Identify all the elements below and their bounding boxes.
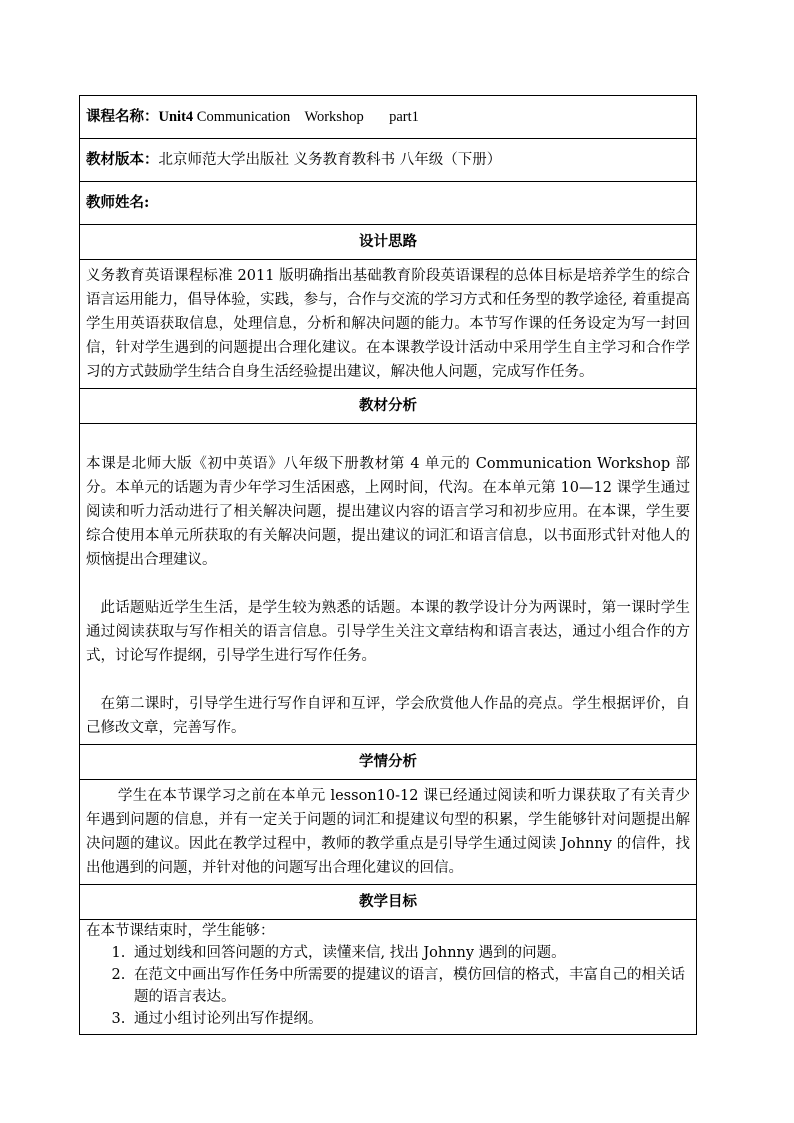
objectives-title-row	[80, 885, 697, 920]
materials-body-cell	[80, 424, 697, 745]
objectives-list	[86, 942, 690, 1030]
edition-cell	[80, 139, 697, 182]
course-name-value: Communication Workshop part1	[193, 109, 419, 125]
objectives-body-cell	[80, 920, 697, 1035]
design-title-row	[80, 225, 697, 260]
students-body-row	[80, 780, 697, 885]
materials-title: 教材分析	[80, 389, 697, 424]
lesson-plan-page	[79, 95, 697, 1035]
spacer	[86, 428, 690, 452]
students-text: 学生在本节课学习之前在本单元 lesson10-12 课已经通过阅读和听力课获取了有关青少年遇到问题的信息，并有一定关于问题的词汇和提建议句型的积累，学生能够针对问题提出解决问题的建议。因此在教学过程中，教师的教学重点是引导学生通过阅读 Johnny 的信件，找出他遇到的问题，并针对他的问题写出合理化建议的回信。	[86, 788, 690, 876]
teacher-row	[80, 182, 697, 225]
edition-row	[80, 139, 697, 182]
students-title: 学情分析	[80, 745, 697, 780]
design-body-cell	[80, 260, 697, 389]
edition-label: 教材版本：	[86, 151, 159, 168]
course-name-row	[80, 96, 697, 139]
course-unit: Unit4	[158, 109, 194, 125]
design-title: 设计思路	[80, 225, 697, 260]
objectives-title: 教学目标	[80, 885, 697, 920]
materials-para-3: 在第二课时，引导学生进行写作自评和互评，学会欣赏他人作品的亮点。学生根据评价，自己修改文章，完善写作。	[86, 696, 690, 736]
objectives-body-row	[80, 920, 697, 1035]
course-name-cell	[80, 96, 697, 139]
materials-body-row	[80, 424, 697, 745]
objective-item: 1. 通过划线和回答问题的方式，读懂来信, 找出 Johnny 遇到的问题。	[130, 942, 690, 964]
teacher-cell	[80, 182, 697, 225]
students-body-cell	[80, 780, 697, 885]
materials-title-row	[80, 389, 697, 424]
materials-para-1: 本课是北师大版《初中英语》八年级下册教材第 4 单元的 Communication Workshop 部分。本单元的话题为青少年学习生活困惑，上网时间，代沟。在本单元第 10—12 课学生通过阅读和听力活动进行了相关解决问题，提出建议内容的语言学习和初步应用。在本课，学生要综合使用本单元所获取的有关解决问题，提出建议的词汇和语言信息，以书面形式针对他人的烦恼提出合理建议。	[86, 456, 690, 568]
objective-item: 3. 通过小组讨论列出写作提纲。	[130, 1008, 690, 1030]
design-text: 义务教育英语课程标准 2011 版明确指出基础教育阶段英语课程的总体目标是培养学生的综合语言运用能力，倡导体验，实践，参与，合作与交流的学习方式和任务型的教学途径, 着重提高学生用英语获取信息，处理信息，分析和解决问题的能力。本节写作课的任务设定为写一封回信，针对学生遇到的问题提出合理化建议。在本课教学设计活动中采用学生自主学习和合作学习的方式鼓励学生结合自身生活经验提出建议，解决他人问题，完成写作任务。	[86, 268, 690, 380]
materials-para-2: 此话题贴近学生生活，是学生较为熟悉的话题。本课的教学设计分为两课时，第一课时学生通过阅读获取与写作相关的语言信息。引导学生关注文章结构和语言表达，通过小组合作的方式，讨论写作提纲，引导学生进行写作任务。	[86, 600, 690, 664]
lesson-plan-table	[79, 95, 697, 1035]
students-title-row	[80, 745, 697, 780]
spacer	[86, 572, 690, 596]
objective-item: 2. 在范文中画出写作任务中所需要的提建议的语言，模仿回信的格式，丰富自己的相关话题的语言表达。	[130, 964, 690, 1008]
edition-value: 北京师范大学出版社 义务教育教科书 八年级（下册）	[158, 152, 502, 168]
spacer	[86, 668, 690, 692]
design-body-row	[80, 260, 697, 389]
course-name-label: 课程名称：	[86, 108, 159, 125]
teacher-label: 教师姓名:	[86, 194, 150, 211]
objectives-intro: 在本节课结束时，学生能够：	[86, 923, 275, 939]
